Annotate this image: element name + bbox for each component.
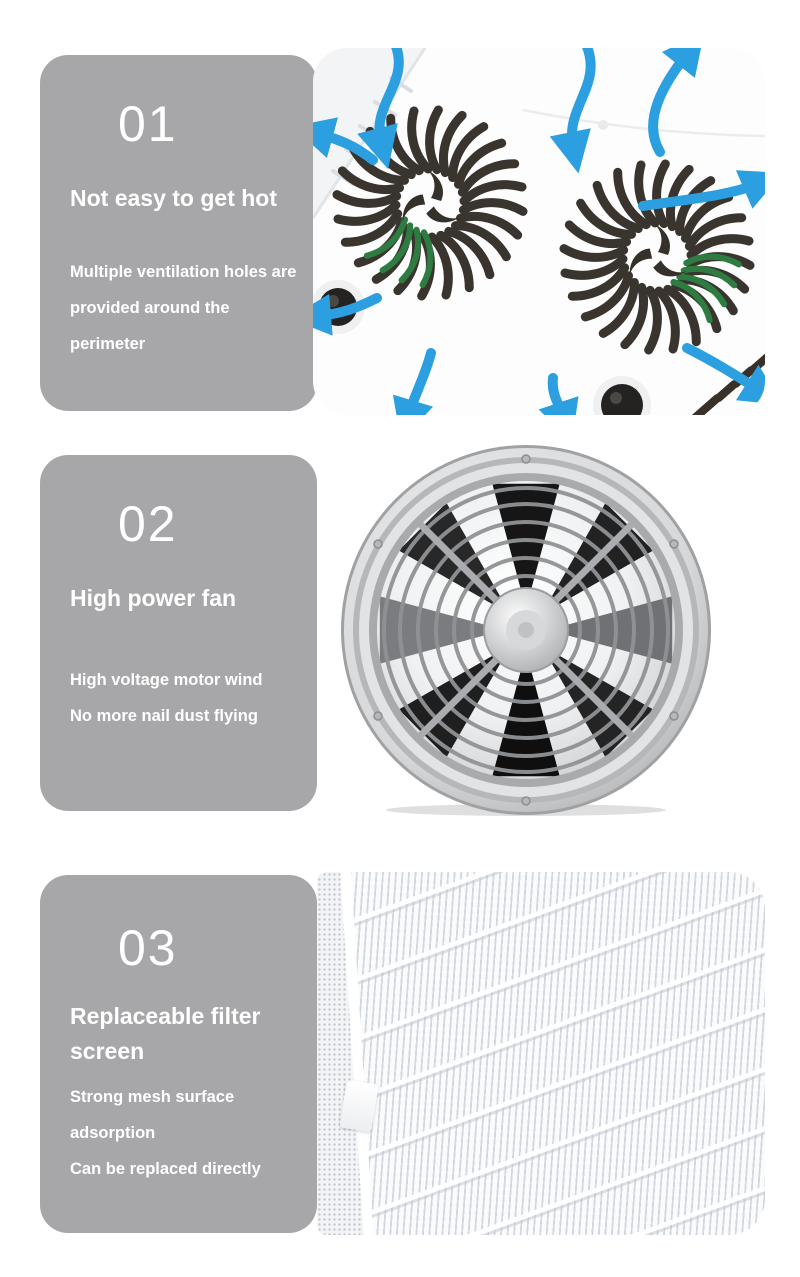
metal-fan-photo <box>338 444 714 816</box>
fan-body <box>341 445 711 815</box>
screw-hole <box>598 120 608 130</box>
feature-description-text: No more nail dust flying <box>70 707 258 725</box>
feature-description-text: Multiple ventilation holes are provided around the perimeter <box>70 263 297 353</box>
replaceable-filter-photo <box>317 872 765 1235</box>
filter-pull-tab <box>339 1080 378 1132</box>
feature-description-text: Can be replaced directly <box>70 1160 261 1178</box>
feature-panel-3 <box>40 875 317 1233</box>
rubber-foot <box>593 376 651 415</box>
filter-side-mesh <box>317 872 765 1235</box>
feature-panel-1 <box>40 55 317 411</box>
filter-side-edge <box>317 872 765 1235</box>
feature-description <box>70 254 297 362</box>
fan-illustration <box>338 444 714 816</box>
ventilation-illustration <box>313 48 765 415</box>
device-seam-line <box>523 110 765 136</box>
feature-description-text: High voltage motor wind <box>70 671 263 689</box>
device-bottom-ventilation-photo <box>313 48 765 415</box>
feature-number: 01 <box>118 96 178 152</box>
feature-description-text: Strong mesh surface adsorption <box>70 1088 235 1142</box>
feature-number: 02 <box>118 496 178 552</box>
feature-number: 03 <box>118 920 178 976</box>
feature-panel-2 <box>40 455 317 811</box>
feature-title: Not easy to get hot <box>70 185 278 211</box>
feature-title: High power fan <box>70 585 237 611</box>
fan-hub-cap <box>518 622 534 638</box>
feature-title: Replaceable filter screen <box>70 1003 261 1064</box>
feature-description <box>70 1079 297 1187</box>
feature-description <box>70 662 297 734</box>
